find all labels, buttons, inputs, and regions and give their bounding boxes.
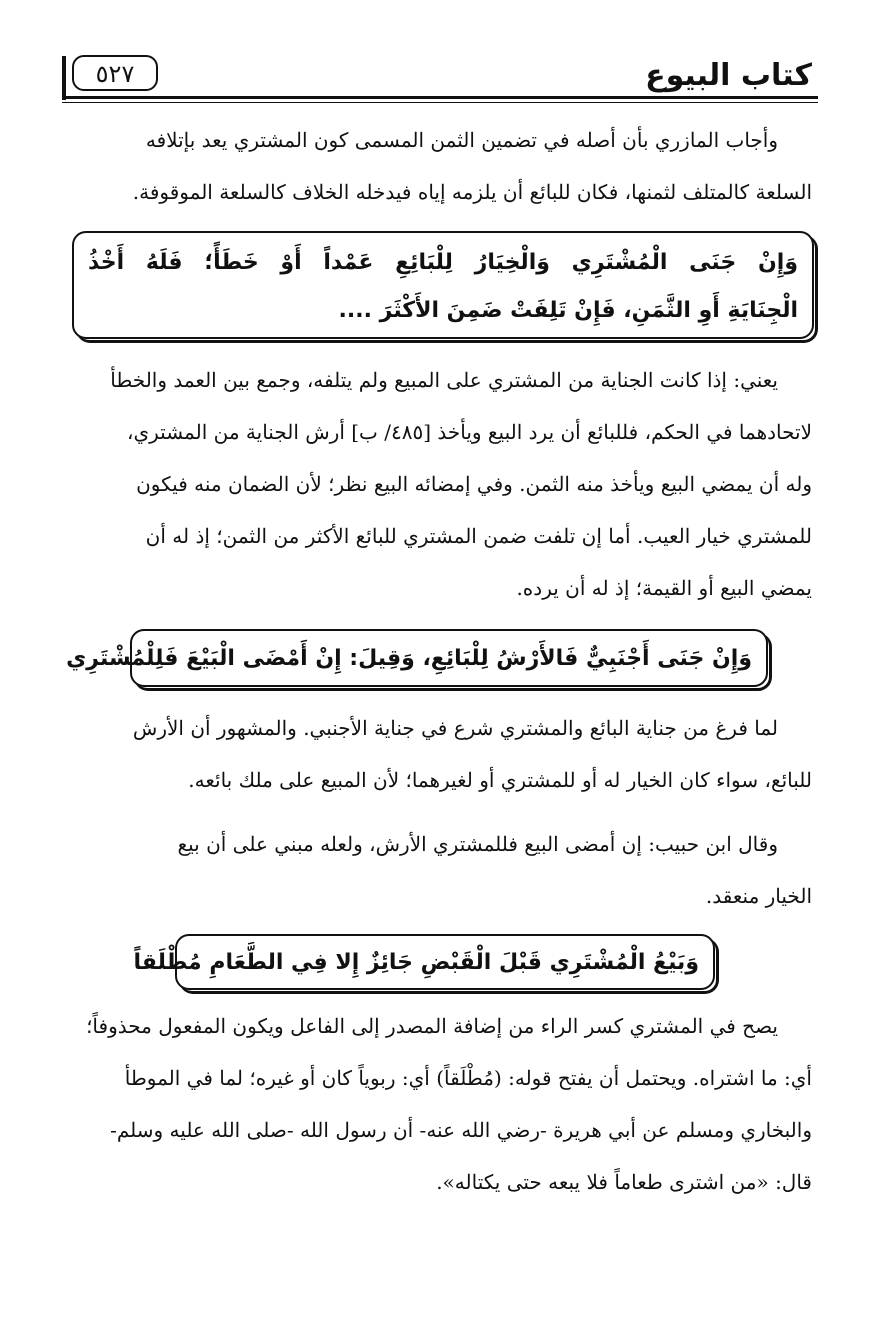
matn-frame-2: [66, 629, 768, 687]
chapter-title: كتاب البيوع: [645, 58, 812, 93]
paragraph-line: يصح في المشتري كسر الراء من إضافة المصدر إلى الفاعل ويكون المفعول محذوفاً؛: [86, 1014, 778, 1038]
header-rule: [62, 96, 818, 99]
paragraph-3: [66, 702, 812, 806]
paragraph-line: لما فرغ من جناية البائع والمشتري شرع في جناية الأجنبي. والمشهور أن الأرش: [132, 716, 778, 740]
page-number-box: [72, 55, 158, 91]
page-header: [62, 52, 818, 106]
paragraph-line: قال: «من اشترى طعاماً فلا يبعه حتى يكتاله».: [436, 1170, 812, 1194]
paragraph-4: [66, 818, 812, 922]
page-number: ٥٢٧: [95, 60, 135, 88]
header-rule-thin: [62, 102, 818, 103]
paragraph-line: أي: ما اشتراه. ويحتمل أن يفتح قوله: (مُطْلَقاً) أي: ربوياً كان أو غيره؛ لما في الموطأ: [124, 1066, 812, 1090]
matn-line: الْجِنَايَةِ أَوِ الثَّمَنِ، فَإِنْ تَلِفَتْ ضَمِنَ الأَكْثَرَ ....: [338, 298, 798, 323]
paragraph-line: وقال ابن حبيب: إن أمضى البيع فللمشتري الأرش، ولعله مبني على أن بيع: [177, 832, 778, 856]
paragraph-line: وله أن يمضي البيع ويأخذ منه الثمن. وفي إمضائه البيع نظر؛ لأن الضمان منه فيكون: [136, 472, 812, 496]
paragraph-5: [66, 1000, 812, 1208]
paragraph-2: [66, 354, 812, 614]
matn-frame-3: [133, 934, 715, 990]
matn-text-2: [66, 635, 766, 683]
paragraph-line: السلعة كالمتلف لثمنها، فكان للبائع أن يلزمه إياه فيدخله الخلاف كالسلعة الموقوفة.: [132, 180, 812, 204]
matn-frame-1: [72, 231, 814, 339]
paragraph-line: الخيار منعقد.: [705, 884, 812, 908]
matn-line: وَإِنْ جَنَى الْمُشْتَرِي وَالْخِيَارُ لِلْبَائِعِ عَمْداً أَوْ خَطَأً؛ فَلَهُ أَخْذُ: [88, 250, 798, 275]
header-corner-rule: [62, 56, 66, 100]
paragraph-line: يمضي البيع أو القيمة؛ إذ له أن يرده.: [516, 576, 812, 600]
paragraph-1: [66, 114, 812, 218]
paragraph-line: وأجاب المازري بأن أصله في تضمين الثمن المسمى كون المشتري يعد بإتلافه: [145, 128, 778, 152]
paragraph-line: للبائع، سواء كان الخيار له أو للمشتري أو لغيرهما؛ لأن المبيع على ملك بائعه.: [188, 768, 812, 792]
paragraph-line: يعني: إذا كانت الجناية من المشتري على المبيع ولم يتلفه، وجمع بين العمد والخطأ: [110, 368, 778, 392]
matn-text-1: [74, 239, 812, 335]
paragraph-line: والبخاري ومسلم عن أبي هريرة -رضي الله عنه- أن رسول الله -صلى الله عليه وسلم-: [110, 1118, 812, 1142]
matn-line: وَبَيْعُ الْمُشْتَرِي قَبْلَ الْقَبْضِ جَائِزٌ إِلا فِي الطَّعَامِ مُطْلَقاً: [133, 950, 699, 975]
paragraph-line: للمشتري خيار العيب. أما إن تلفت ضمن المشتري للبائع الأكثر من الثمن؛ إذ له أن: [145, 524, 812, 548]
paragraph-line: لاتحادهما في الحكم، فللبائع أن يرد البيع ويأخذ [٤٨٥/ ب] أرش الجناية من المشتري،: [127, 420, 812, 444]
matn-text-3: [133, 939, 713, 987]
matn-line: وَإِنْ جَنَى أَجْنَبِيٌّ فَالأَرْشُ لِلْبَائِعِ، وَقِيلَ: إِنْ أَمْضَى الْبَيْعَ فَلِلْمُشْتَرِي: [66, 646, 752, 671]
